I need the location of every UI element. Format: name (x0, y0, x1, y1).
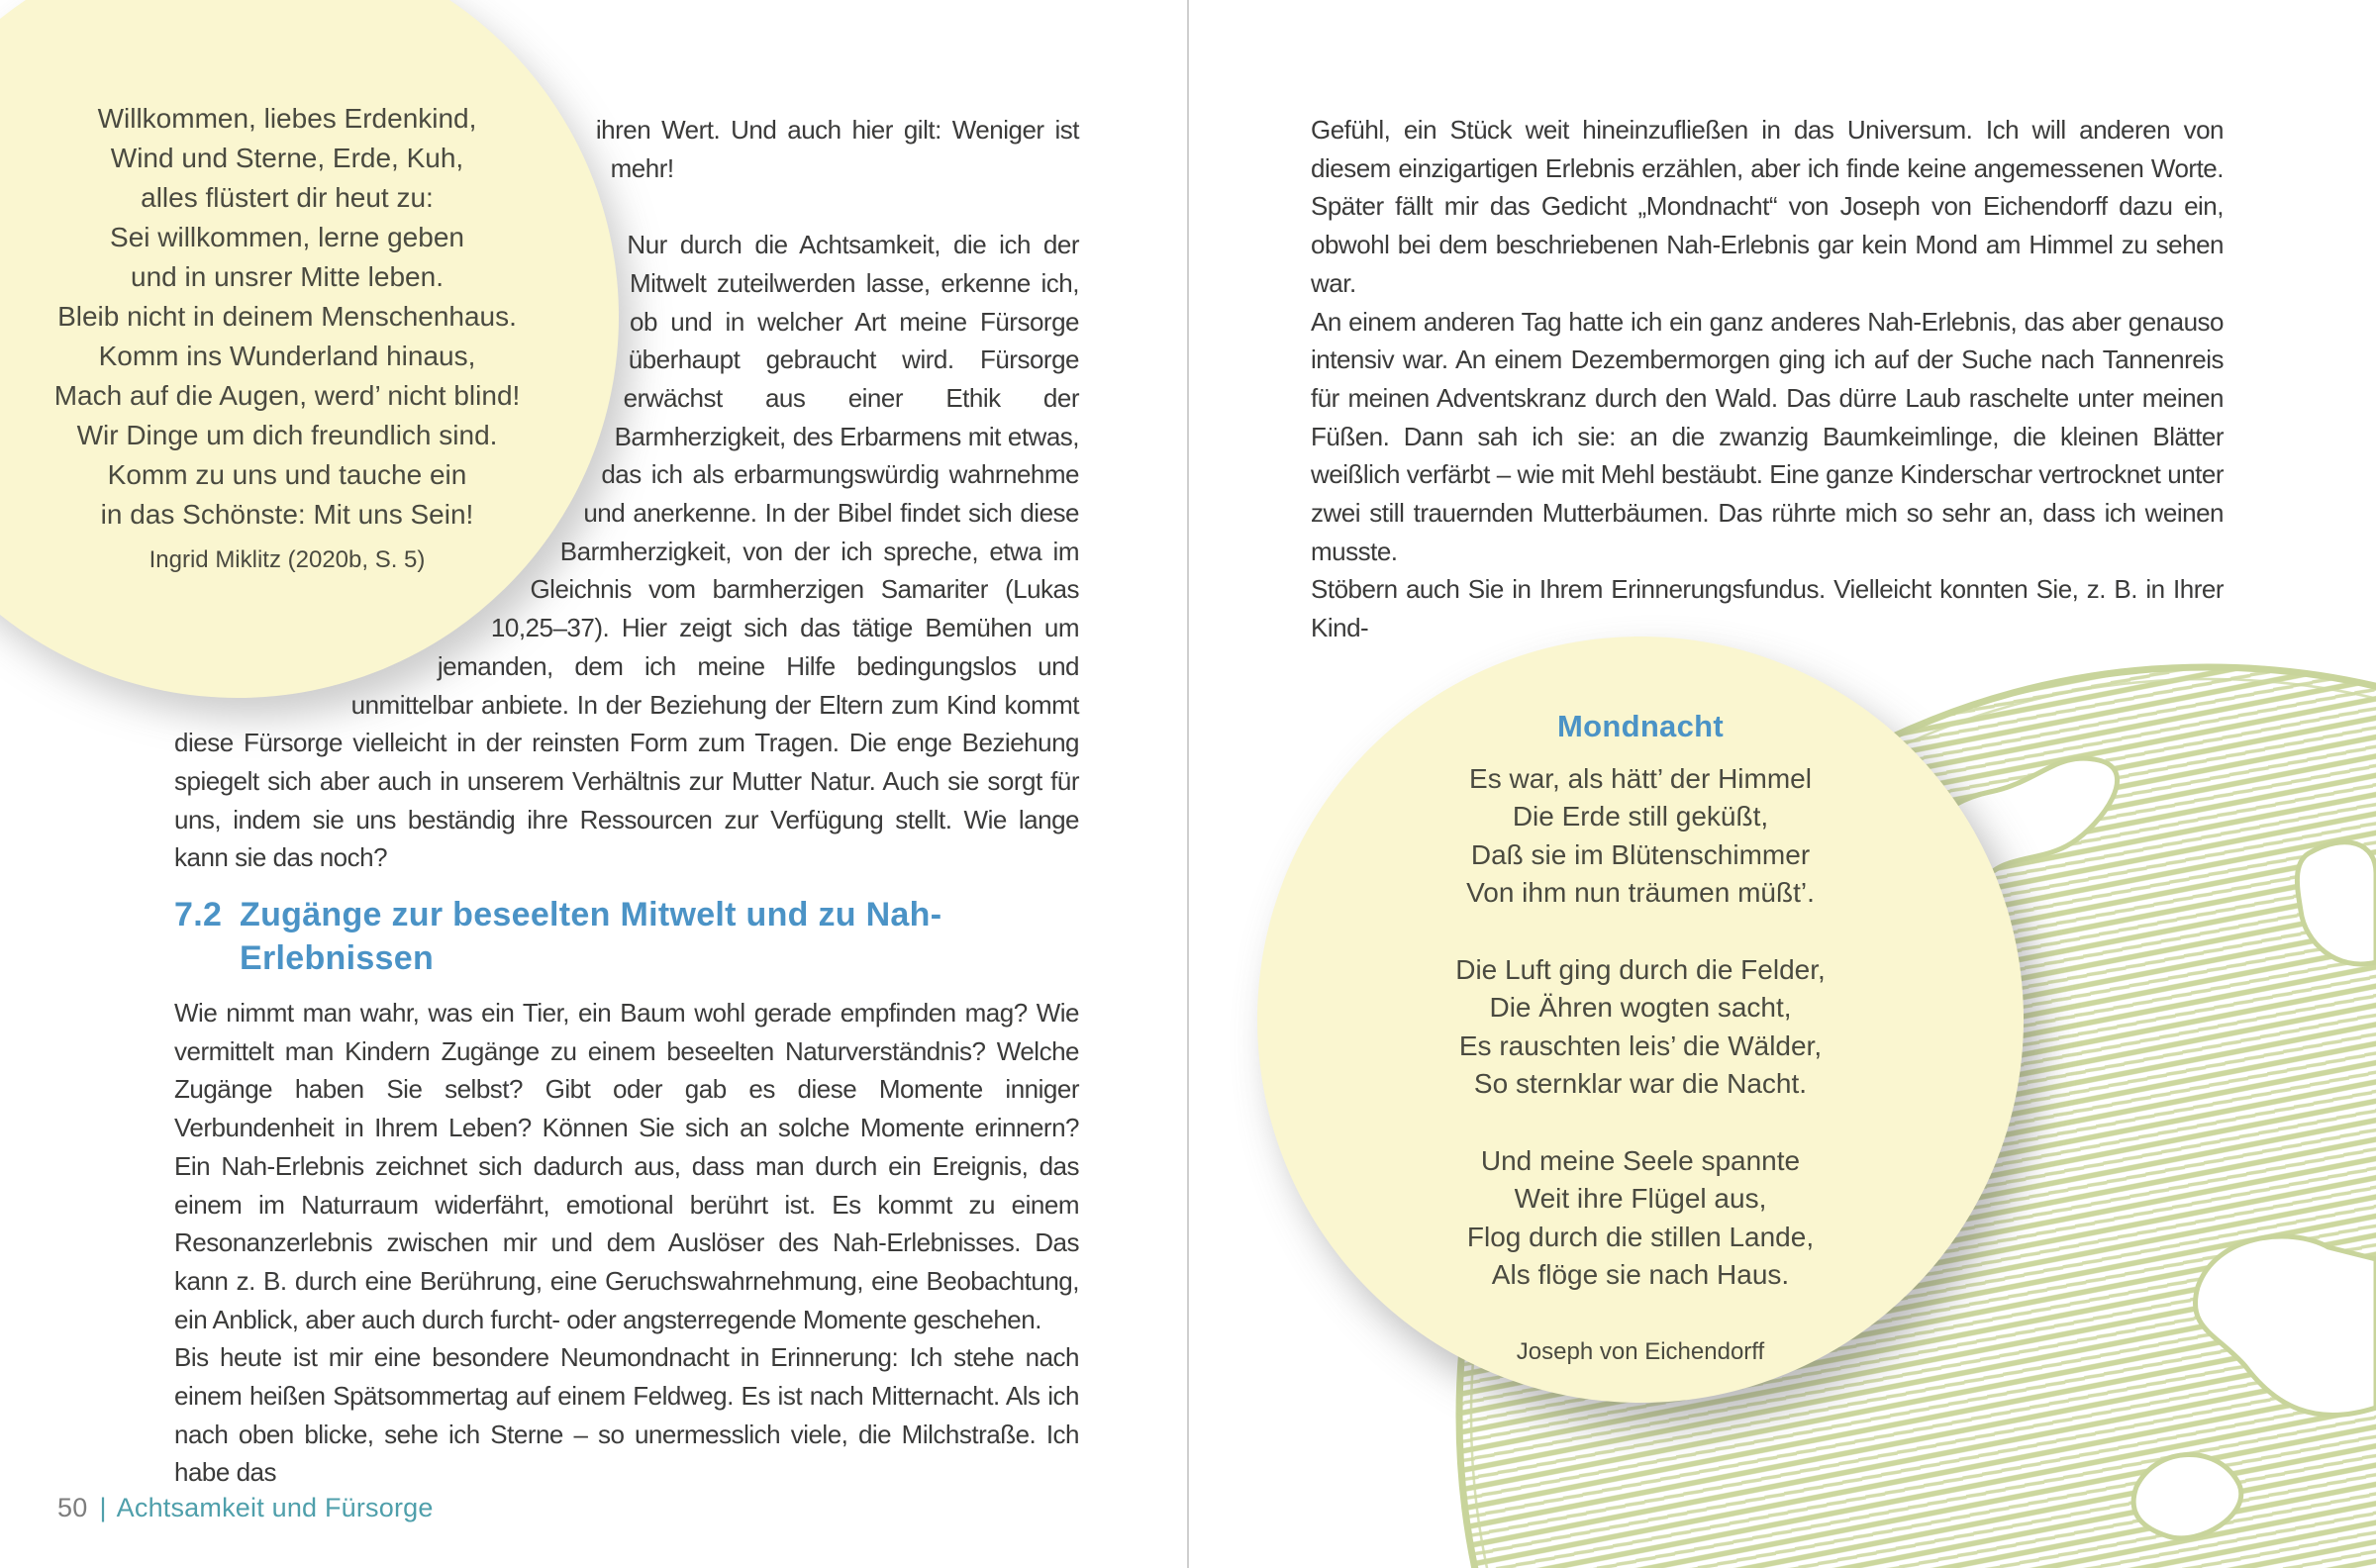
poem-line: Daß sie im Blütenschimmer (1470, 838, 1811, 870)
poem-line: Sei willkommen, lerne geben (110, 222, 464, 252)
poem-line: Komm ins Wunderland hinaus, (98, 341, 476, 371)
poem-line: in das Schönste: Mit uns Sein! (100, 499, 474, 530)
poem-line: und in unsrer Mitte leben. (131, 261, 444, 292)
page-gutter-divider (1187, 0, 1189, 1568)
paragraph-neumond: Bis heute ist mir eine besondere Neumondnacht in Erinnerung: Ich stehe nach einem heißen Spätsommertag auf einem Feldweg. Es ist nach Mitternacht. Als ich nach oben blicke, sehe ich Sterne – so unermesslich viele, die Milchstraße. Ich habe das (174, 1342, 1079, 1488)
poem-line: Flog durch die stillen Lande, (1466, 1221, 1815, 1252)
poem-line: Bleib nicht in deinem Menschenhaus. (57, 301, 517, 332)
page-number: 50 (57, 1493, 88, 1522)
poem-line: Es war, als hätt’ der Himmel (1469, 762, 1812, 794)
footer-separator: | (99, 1493, 107, 1522)
poem-line: Komm zu uns und tauche ein (107, 459, 467, 490)
paragraph-gefuehl: Gefühl, ein Stück weit hineinzufließen in das Universum. Ich will anderen von diesem einzigartigen Erlebnis erzählen, aber ich finde keine angemessenen Worte. Später fällt mir das Gedicht „Mondnacht“ von Joseph von Eichendorff dazu ein, obwohl bei dem beschriebenen Nah-Erlebnis gar kein Mond am Himmel zu sehen war. (1311, 115, 2224, 298)
poem-line: alles flüstert dir heut zu: (141, 182, 434, 213)
mondnacht-stanza-2 (1257, 951, 2024, 1104)
mondnacht-poem (1257, 637, 2024, 1403)
section-title: Zugänge zur beseelten Mitwelt und zu Nah-Erlebnissen (240, 896, 942, 977)
poem-line: Die Erde still geküßt, (1512, 801, 1769, 832)
section-heading-7-2 (174, 893, 1079, 980)
chapter-title: Achtsamkeit und Fürsorge (116, 1493, 434, 1522)
poem-line: Weit ihre Flügel aus, (1514, 1183, 1767, 1214)
poem-line: Die Ähren wogten sacht, (1489, 992, 1792, 1023)
poem-line: So sternklar war die Nacht. (1473, 1068, 1808, 1099)
paragraph-zugaenge: Wie nimmt man wahr, was ein Tier, ein Baum wohl gerade empfinden mag? Wie vermittelt man Kindern Zugänge zu einem beseelten Naturverständnis? Welche Zugänge haben Sie selbst? Gibt oder gab es diese Momente inniger Verbundenheit in Ihrem Leben? Können Sie sich an solche Momente erinnern? Ein Nah-Erlebnis zeichnet sich dadurch aus, dass man durch ein Ereignis, das einem im Naturraum widerfährt, emotional berührt ist. Es kommt zu einem Resonanzerlebnis zwischen mir und dem Auslöser des Nah-Erlebnisses. Das kann z. B. durch eine Berührung, eine Geruchswahrnehmung, eine Beobachtung, ein Anblick, aber auch durch furcht- oder angsterregende Momente geschehen. (174, 998, 1079, 1334)
poem-attribution: Ingrid Miklitz (2020b, S. 5) (148, 546, 426, 573)
poem-line: Wir Dinge um dich freundlich sind. (76, 420, 498, 450)
mondnacht-attribution: Joseph von Eichendorff (1516, 1337, 1765, 1365)
poem-line: Es rauschten leis’ die Wälder, (1458, 1029, 1823, 1061)
right-column-text (1311, 111, 2224, 647)
paragraph-stoebern: Stöbern auch Sie in Ihrem Erinnerungsfundus. Vielleicht konnten Sie, z. B. in Ihrer Kind- (1311, 574, 2224, 643)
paragraph-continued: ihren Wert. Und auch hier gilt: Weniger ist mehr! (595, 115, 1079, 183)
paragraph-fuersorge: Nur durch die Achtsamkeit, die ich der Mitwelt zuteilwerden lasse, erkenne ich, ob und in welcher Art meine Fürsorge überhaupt gebraucht wird. Fürsorge erwächst aus einer Ethik der Barmherzigkeit, des Erbarmens mit etwas, das ich als erbarmungswürdig wahrnehme und anerkenne. In der Bibel findet sich diese Barmherzigkeit, von der ich spreche, etwa im Gleichnis vom barmherzigen Samariter (Lukas 10,25–37). Hier zeigt sich das tätige Bemühen um jemanden, dem ich meine Hilfe bedingungslos und unmittelbar anbiete. In der Beziehung der Eltern zum Kind kommt diese Fürsorge vielleicht in der reinsten Form zum Tragen. Die enge Beziehung spiegelt sich aber auch in unserem Verhältnis zur Mutter Natur. Auch sie sorgt für uns, indem sie uns beständig ihre Ressourcen zur Verfügung stellt. Wie lange kann sie das noch? (174, 230, 1079, 873)
poem-line: Wind und Sterne, Erde, Kuh, (110, 143, 464, 173)
left-column-upper-text (174, 111, 1079, 877)
poem-line: Mach auf die Augen, werd’ nicht blind! (53, 380, 521, 411)
mondnacht-stanza-3 (1257, 1142, 2024, 1295)
poem-line: Von ihm nun träumen müßt’. (1466, 877, 1815, 908)
poem-line: Die Luft ging durch die Felder, (1455, 953, 1826, 985)
poem-line: Als flöge sie nach Haus. (1491, 1259, 1790, 1290)
mondnacht-stanza-1 (1257, 760, 2024, 913)
page-footer (57, 1493, 434, 1523)
paragraph-dezember: An einem anderen Tag hatte ich ein ganz anderes Nah-Erlebnis, das aber genauso intensiv war. An einem Dezembermorgen ging ich auf der Suche nach Tannenreis für meinen Adventskranz durch den Wald. Das dürre Laub raschelte unter meinen Füßen. Dann sah ich sie: an die zwanzig Baumkeimlinge, die kleinen Blätter weißlich verfärbt – wie mit Mehl bestäubt. Eine ganze Kinderschar vertrocknet unter zwei still trauernden Mutterbäumen. Das rührte mich so sehr an, dass ich weinen musste. (1311, 306, 2224, 566)
poem-line: Willkommen, liebes Erdenkind, (97, 103, 477, 134)
poem-line: Und meine Seele spannte (1480, 1144, 1801, 1176)
left-column-lower-text (174, 893, 1079, 1492)
mondnacht-title: Mondnacht (1556, 709, 1724, 743)
section-number: 7.2 (174, 896, 223, 933)
